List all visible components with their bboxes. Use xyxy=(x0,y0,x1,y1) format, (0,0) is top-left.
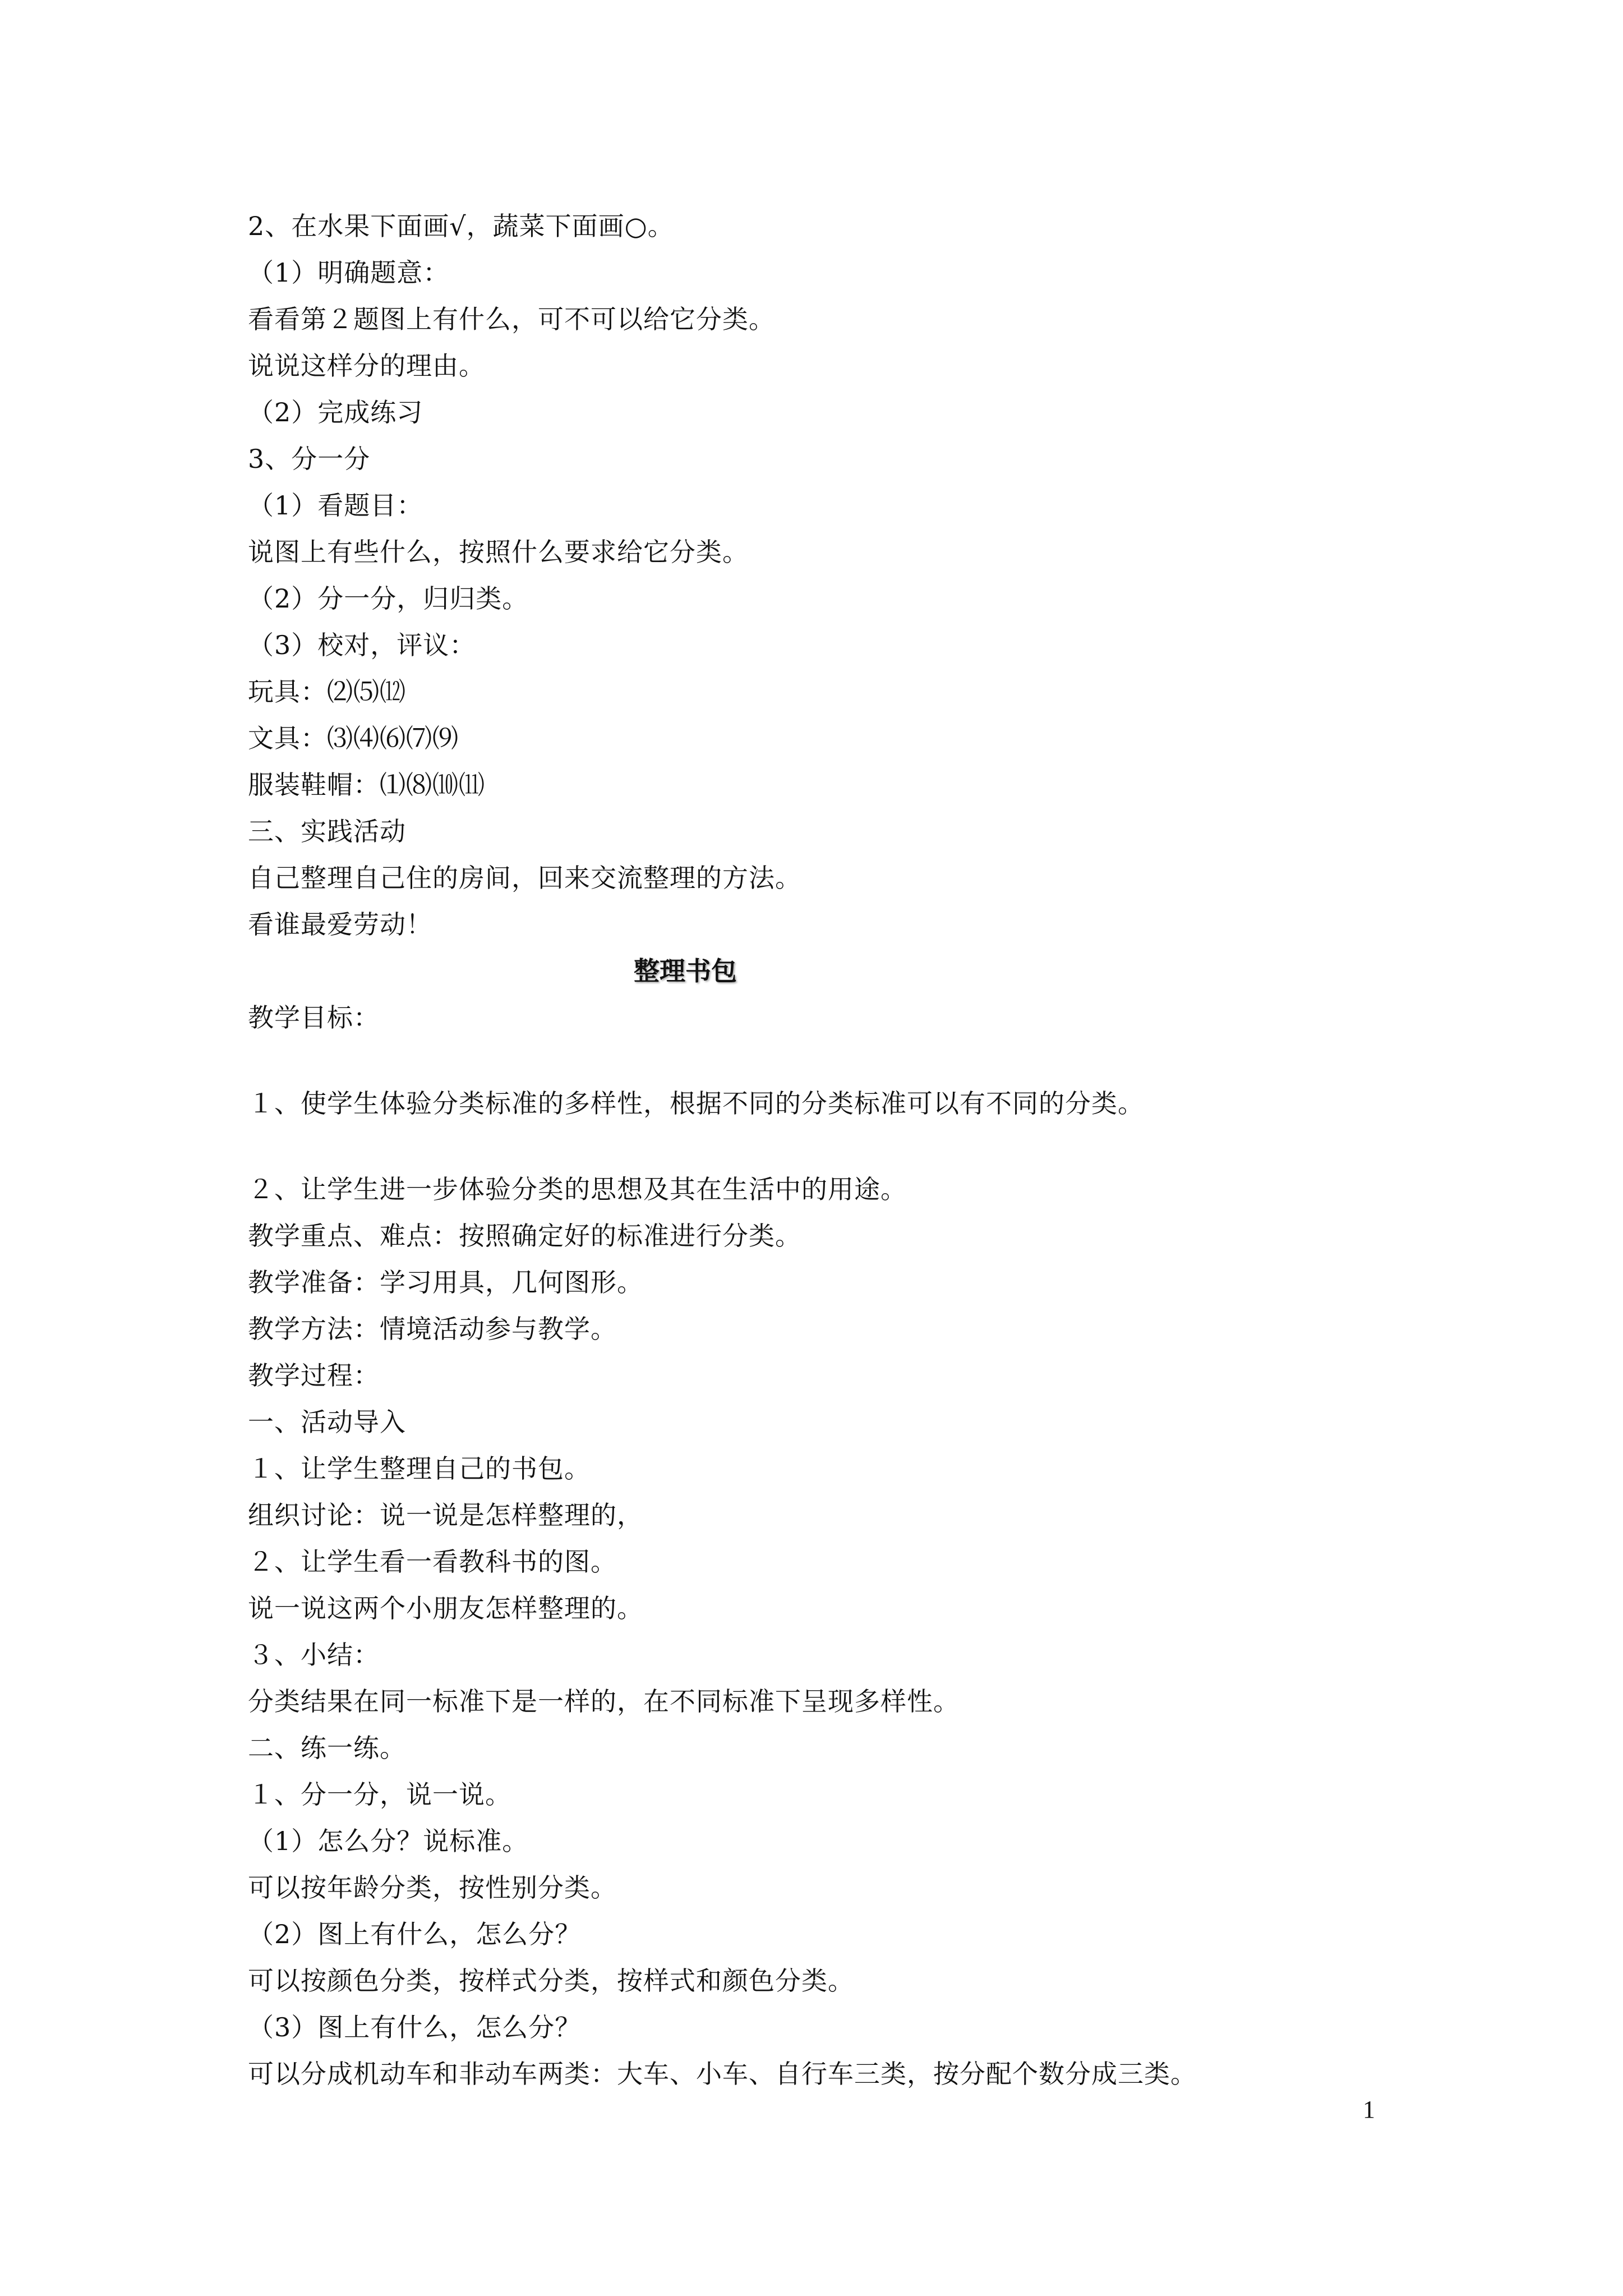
text-line: 服装鞋帽：⑴⑻⑽⑾ xyxy=(248,770,485,800)
text-line: 看谁最爱劳动！ xyxy=(248,909,432,940)
text-line: 文具：⑶⑷⑹⑺⑼ xyxy=(248,723,459,753)
text-line: 说图上有些什么，按照什么要求给它分类。 xyxy=(248,537,749,567)
goal-item: ２、让学生进一步体验分类的思想及其在生活中的用途。 xyxy=(248,1174,907,1204)
text-line: 说一说这两个小朋友怎样整理的。 xyxy=(248,1593,643,1623)
text-line: １、让学生整理自己的书包。 xyxy=(248,1453,591,1484)
document-body xyxy=(248,203,1403,2097)
text-line: 三、实践活动 xyxy=(248,816,406,846)
section-title: 整理书包 xyxy=(634,956,737,986)
text-line: 自己整理自己住的房间，回来交流整理的方法。 xyxy=(248,863,801,893)
text-line: 教学过程： xyxy=(248,1360,380,1391)
text-line: 看看第２题图上有什么，可不可以给它分类。 xyxy=(248,304,775,334)
text-line: （3）图上有什么，怎么分？ xyxy=(248,2012,582,2042)
lesson-plan-section xyxy=(248,995,1403,2097)
text-line: 组织讨论：说一说是怎样整理的， xyxy=(248,1500,643,1530)
text-line: 教学方法：情境活动参与教学。 xyxy=(248,1314,617,1344)
text-line: 二、练一练。 xyxy=(248,1733,406,1763)
text-line: ３、小结： xyxy=(248,1640,380,1670)
text-line: 教学重点、难点：按照确定好的标准进行分类。 xyxy=(248,1221,801,1251)
text-line: （1）看题目： xyxy=(248,490,423,521)
text-line: （2）分一分，归归类。 xyxy=(248,583,529,614)
text-line: （2）完成练习 xyxy=(248,397,423,427)
text-line: 可以按颜色分类，按样式分类，按样式和颜色分类。 xyxy=(248,1966,854,1996)
text-line: 说说这样分的理由。 xyxy=(248,351,485,381)
text-line: （1）怎么分？说标准。 xyxy=(248,1826,529,1856)
text-line: 一、活动导入 xyxy=(248,1407,406,1437)
text-line: 2、在水果下面画√，蔬菜下面画○。 xyxy=(248,211,674,241)
text-line: 3、分一分 xyxy=(248,444,371,474)
text-line: 可以按年龄分类，按性别分类。 xyxy=(248,1872,617,1903)
page-number: 1 xyxy=(1363,2096,1375,2123)
text-line: 分类结果在同一标准下是一样的，在不同标准下呈现多样性。 xyxy=(248,1686,960,1717)
text-line: 可以分成机动车和非动车两类：大车、小车、自行车三类，按分配个数分成三类。 xyxy=(248,2059,1197,2089)
goal-item: １、使学生体验分类标准的多样性，根据不同的分类标准可以有不同的分类。 xyxy=(248,1088,1144,1119)
exercise-section xyxy=(248,203,1403,948)
text-line: （3）校对，评议： xyxy=(248,630,476,660)
text-line: （1）明确题意： xyxy=(248,257,450,288)
text-line: （2）图上有什么，怎么分？ xyxy=(248,1919,582,1949)
text-line: １、分一分，说一说。 xyxy=(248,1779,511,1810)
text-line: ２、让学生看一看教科书的图。 xyxy=(248,1547,617,1577)
text-line: 玩具：⑵⑸⑿ xyxy=(248,677,406,707)
goals-heading: 教学目标： xyxy=(248,1002,380,1033)
text-line: 教学准备：学习用具，几何图形。 xyxy=(248,1267,643,1297)
